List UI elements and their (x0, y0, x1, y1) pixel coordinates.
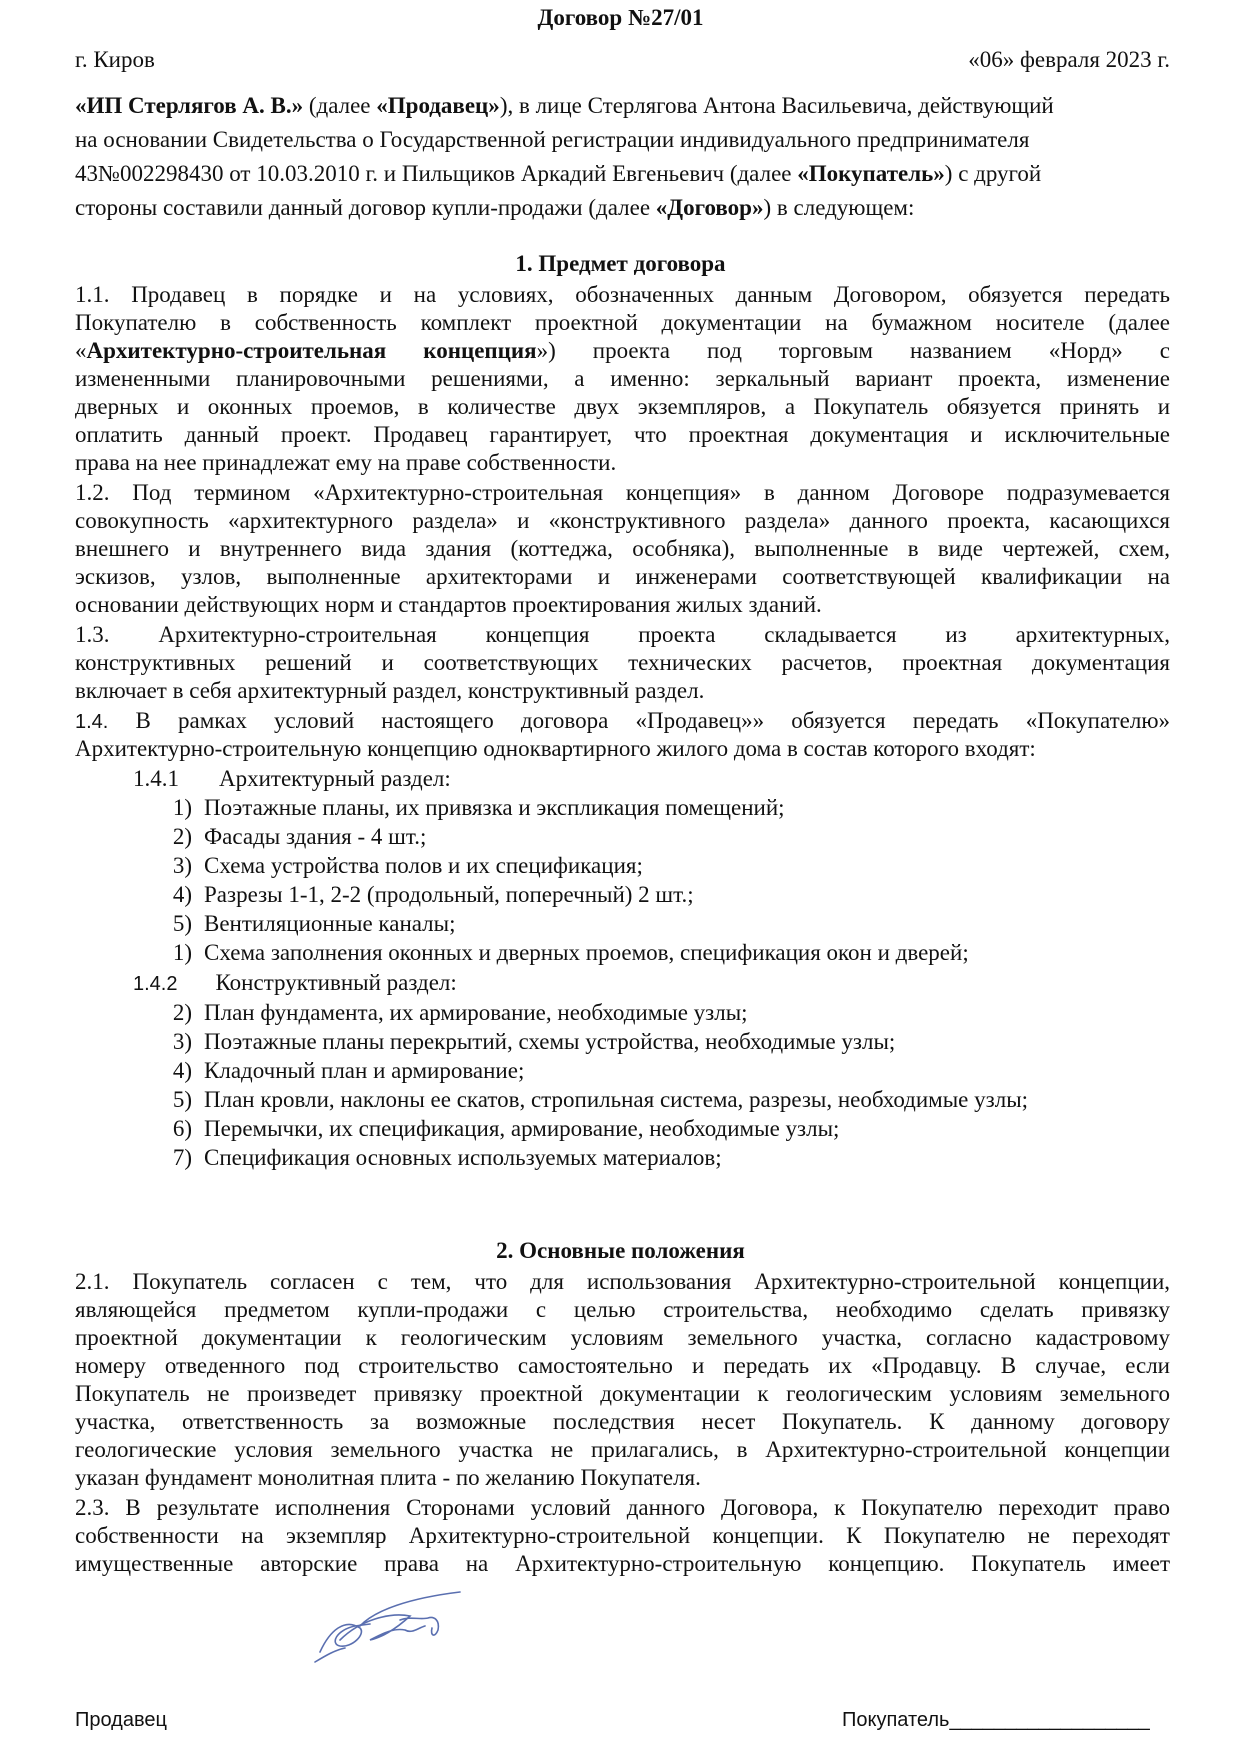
list-item: 2) План фундамента, их армирование, необходимые узлы; (172, 1000, 748, 1025)
list-item: 2) Фасады здания - 4 шт.; (172, 824, 427, 849)
clause-1-1-line: «Архитектурно-строительная концепция») проекта под торговым названием «Норд» с (75, 338, 1170, 363)
subsection-1-4-1: 1.4.1 Архитектурный раздел: (133, 766, 451, 791)
list-item: 1) Схема заполнения оконных и дверных проемов, спецификация окон и дверей; (172, 940, 969, 965)
clause-1-2-line: внешнего и внутреннего вида здания (коттеджа, особняка), выполненные в виде чертежей, схем, (75, 536, 1170, 561)
list-item: 6) Перемычки, их спецификация, армирование, необходимые узлы; (172, 1116, 840, 1141)
seller-label: Продавец (75, 1709, 167, 1731)
section-1-heading: 1. Предмет договора (515, 251, 726, 276)
buyer-signature-line: Покупатель__________________ (842, 1709, 1150, 1731)
list-item: 5) План кровли, наклоны ее скатов, стропильная система, разрезы, необходимые узлы; (172, 1087, 1029, 1112)
list-item: 7) Спецификация основных используемых материалов; (172, 1145, 722, 1170)
clause-1-1-line: Покупателю в собственность комплект проектной документации на бумажном носителе (далее (75, 310, 1170, 335)
clause-1-1-line: оплатить данный проект. Продавец гарантирует, что проектная документация и исключительные (75, 422, 1170, 447)
clause-2-1-line: являющейся предметом купли-продажи с целью строительства, необходимо сделать привязку (75, 1297, 1170, 1322)
city: г. Киров (75, 47, 155, 72)
list-item: 3) Поэтажные планы перекрытий, схемы устройства, необходимые узлы; (172, 1029, 896, 1054)
clause-1-1-line: дверных и оконных проемов, в количестве двух экземпляров, а Покупатель обязуется принять и (75, 394, 1170, 419)
clause-2-1-line: участка, ответственность за возможные последствия несет Покупатель. К данному договору (75, 1409, 1170, 1434)
intro-line-4: стороны составили данный договор купли-продажи (далее «Договор») в следующем: (75, 195, 915, 220)
document-title: Договор №27/01 (537, 5, 704, 30)
subsection-1-4-2: 1.4.2 Конструктивный раздел: (133, 970, 457, 995)
clause-1-3-line: включает в себя архитектурный раздел, конструктивный раздел. (75, 678, 705, 703)
clause-1-3-line: конструктивных решений и соответствующих технических расчетов, проектная документация (75, 650, 1170, 675)
seller-signature (300, 1590, 470, 1670)
clause-2-1-line: указан фундамент монолитная плита - по желанию Покупателя. (75, 1465, 701, 1490)
clause-1-2-line: совокупность «архитектурного раздела» и «конструктивного раздела» данного проекта, касающихся (75, 508, 1170, 533)
section-2-heading: 2. Основные положения (496, 1238, 745, 1263)
contract-date: «06» февраля 2023 г. (968, 47, 1170, 72)
clause-2-3-line: имущественные авторские права на Архитектурно-строительную концепцию. Покупатель имеет (75, 1551, 1170, 1576)
clause-1-2-line: эскизов, узлов, выполненные архитекторами и инженерами соответствующей квалификации на (75, 564, 1170, 589)
clause-1-4-line: Архитектурно-строительную концепцию одноквартирного жилого дома в состав которого входят: (75, 736, 1036, 761)
list-item: 4) Разрезы 1-1, 2-2 (продольный, поперечный) 2 шт.; (172, 882, 694, 907)
clause-2-1-line: номеру отведенного под строительство самостоятельно и передать их «Продавцу. В случае, если (75, 1353, 1170, 1378)
intro-line-3: 43№002298430 от 10.03.2010 г. и Пильщиков Аркадий Евгеньевич (далее «Покупатель») с другой (75, 161, 1042, 186)
clause-1-3-line: 1.3. Архитектурно-строительная концепция проекта складывается из архитектурных, (75, 622, 1170, 647)
list-item: 1) Поэтажные планы, их привязка и экспликация помещений; (172, 795, 785, 820)
clause-2-1-line: 2.1. Покупатель согласен с тем, что для использования Архитектурно-строительной концепции, (75, 1269, 1170, 1294)
list-item: 5) Вентиляционные каналы; (172, 911, 456, 936)
clause-2-3-line: 2.3. В результате исполнения Сторонами условий данного Договора, к Покупателю переходит право (75, 1495, 1170, 1520)
clause-1-2-line: 1.2. Под термином «Архитектурно-строительная концепция» в данном Договоре подразумевается (75, 480, 1170, 505)
clause-2-1-line: проектной документации к геологическим условиям земельного участка, согласно кадастровому (75, 1325, 1170, 1350)
clause-2-3-line: собственности на экземпляр Архитектурно-строительной концепции. К Покупателю не переходят (75, 1523, 1170, 1548)
clause-2-1-line: геологические условия земельного участка не прилагались, в Архитектурно-строительной концепции (75, 1437, 1170, 1462)
clause-1-1-line: 1.1. Продавец в порядке и на условиях, обозначенных данным Договором, обязуется передать (75, 282, 1170, 307)
list-item: 4) Кладочный план и армирование; (172, 1058, 525, 1083)
list-item: 3) Схема устройства полов и их спецификация; (172, 853, 643, 878)
clause-2-1-line: Покупатель не произведет привязку проектной документации к геологическим условиям земельного (75, 1381, 1170, 1406)
clause-1-1-line: измененными планировочными решениями, а именно: зеркальный вариант проекта, изменение (75, 366, 1170, 391)
intro-line-1: «ИП Стерлягов А. В.» (далее «Продавец»), в лице Стерлягова Антона Васильевича, действующий (75, 93, 1054, 118)
clause-1-2-line: основании действующих норм и стандартов проектирования жилых зданий. (75, 592, 822, 617)
clause-1-4-line: 1.4. В рамках условий настоящего договора «Продавец»» обязуется передать «Покупателю» (75, 708, 1170, 733)
intro-line-2: на основании Свидетельства о Государственной регистрации индивидуального предпринимателя (75, 127, 1030, 152)
clause-1-1-line: права на нее принадлежат ему на праве собственности. (75, 450, 617, 475)
